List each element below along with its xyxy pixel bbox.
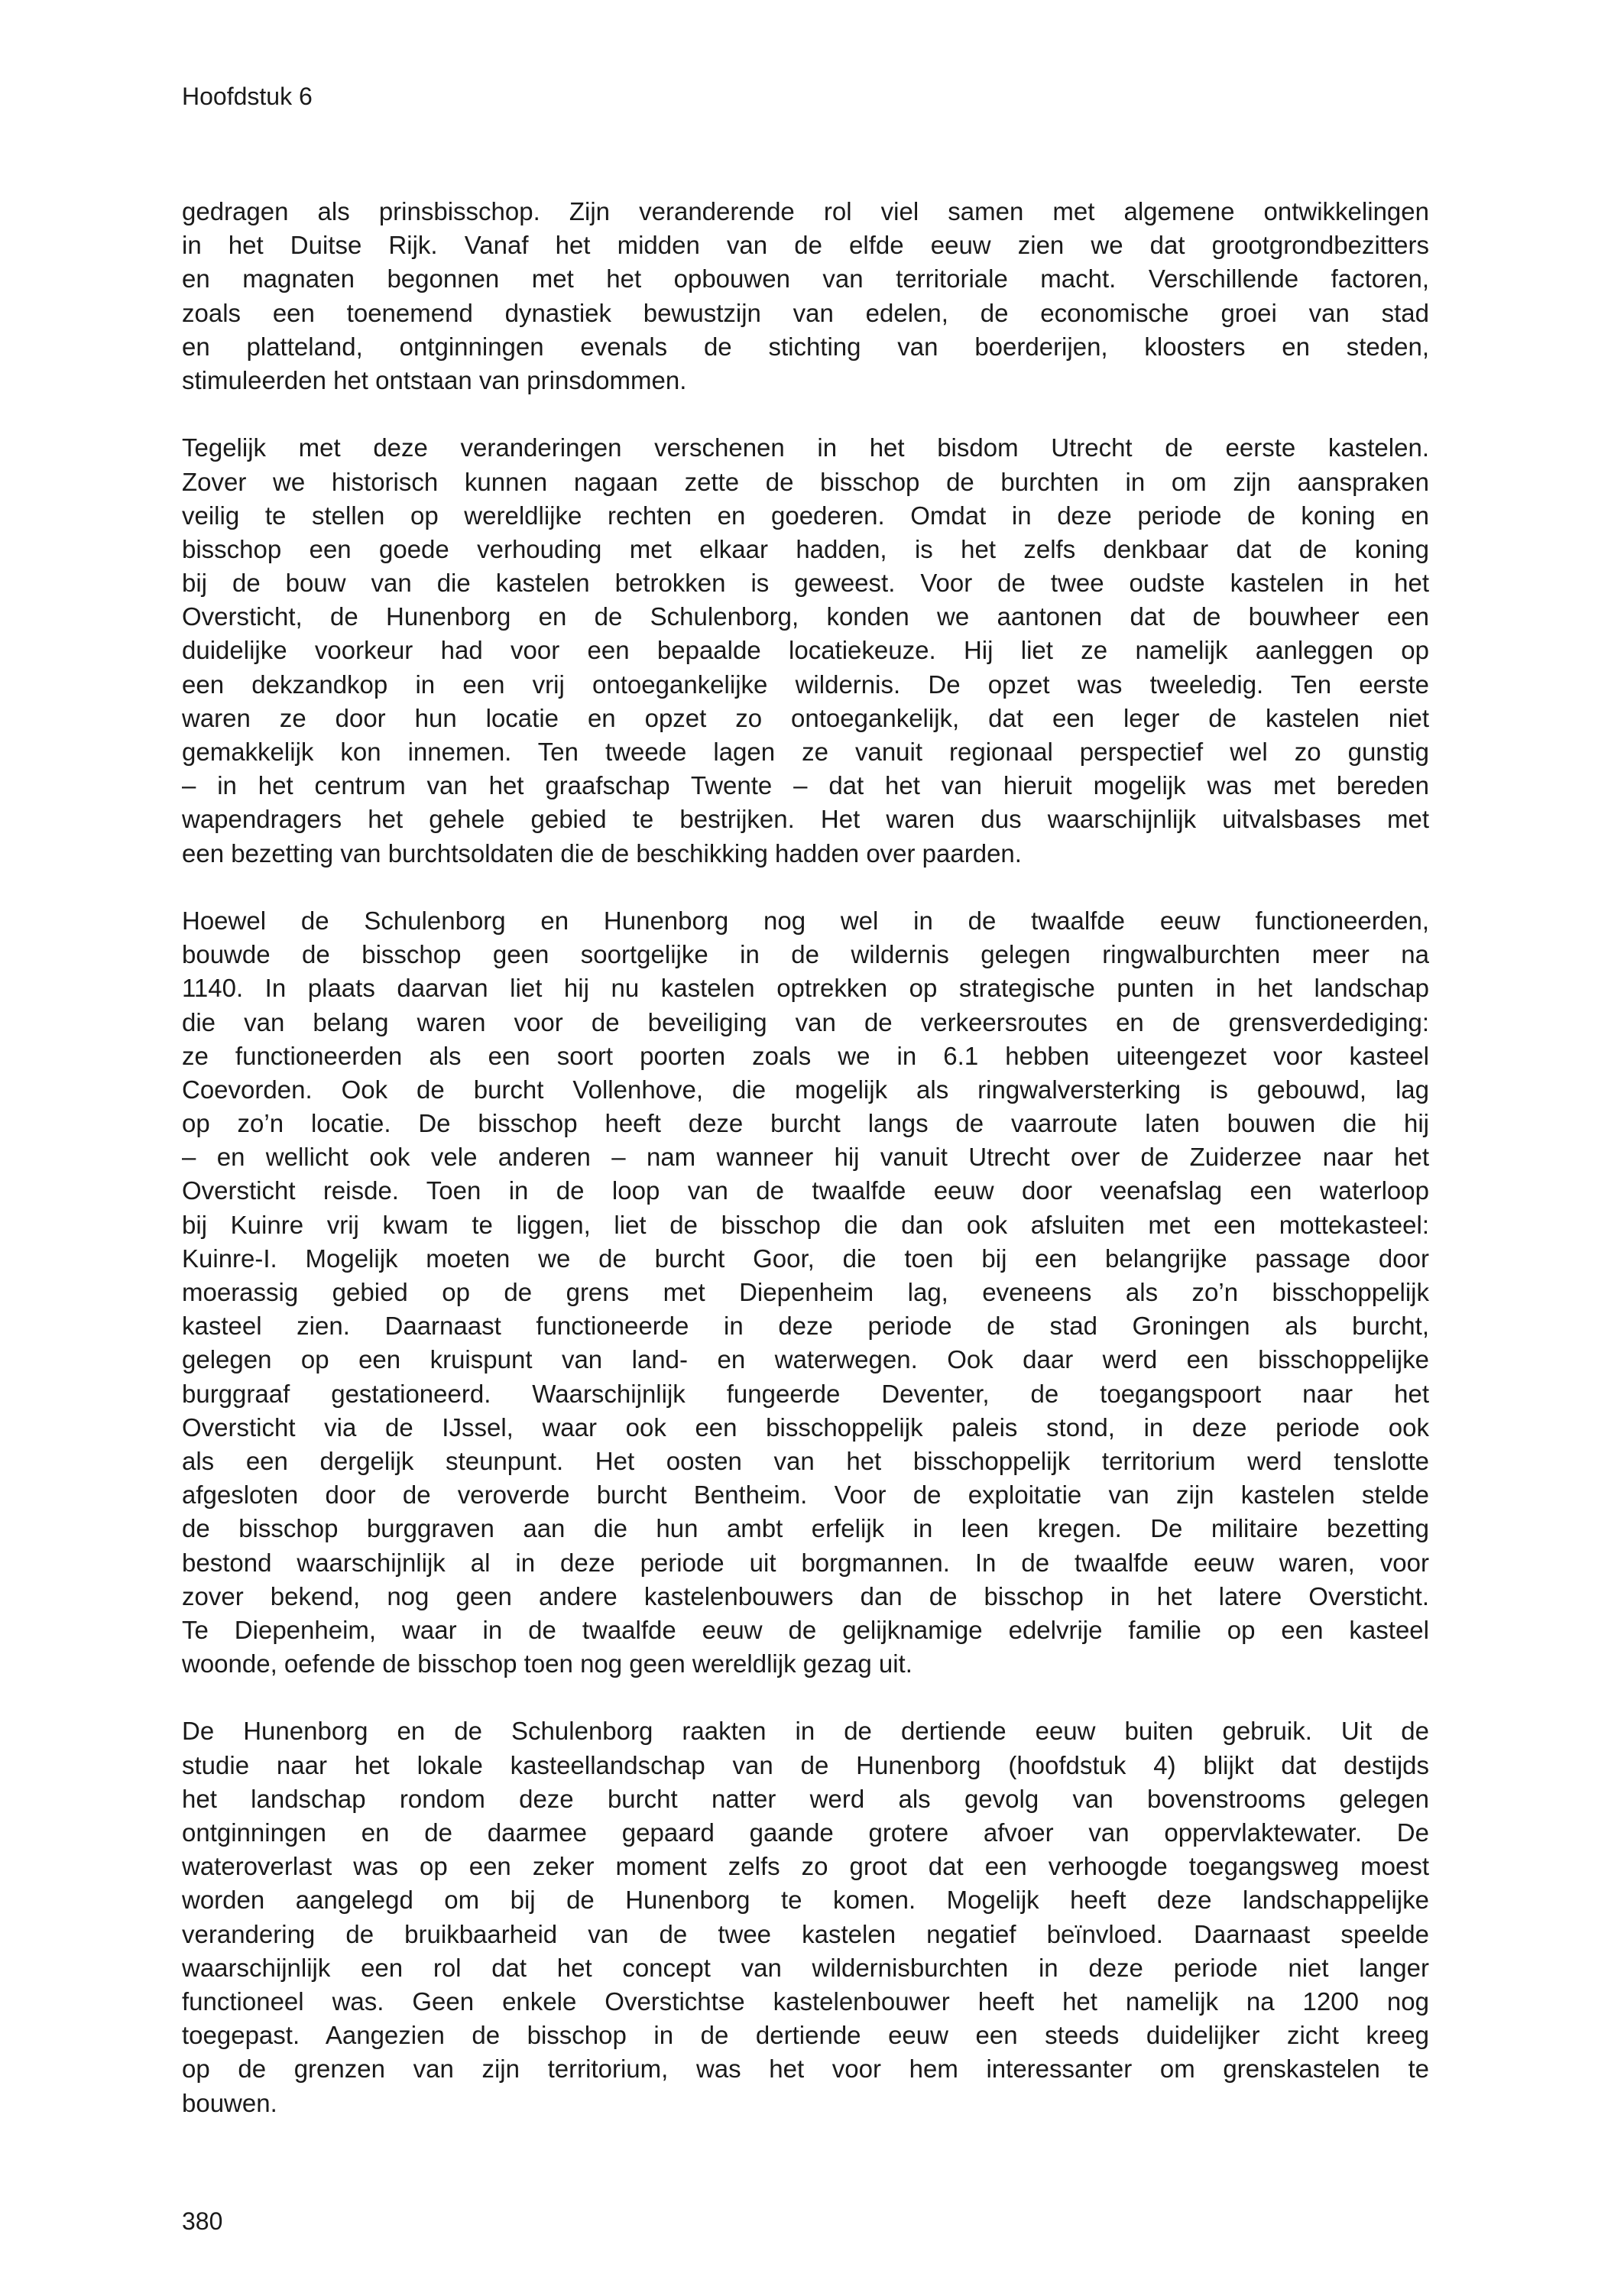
text-line: zoals een toenemend dynastiek bewustzijn van edelen, de economische groei van stad [182,298,1429,327]
text-line: Oversticht via de IJssel, waar ook een bisschoppelijk paleis stond, in deze periode ook [182,1412,1429,1442]
text-line: – en wellicht ook vele anderen – nam wanneer hij vanuit Utrecht over de Zuiderzee naar het [182,1143,1429,1172]
text-line: verandering de bruikbaarheid van de twee kastelen negatief beïnvloed. Daarnaast speelde [182,1919,1429,1948]
text-line: Tegelijk met deze veranderingen verschenen in het bisdom Utrecht de eerste kastelen. [182,433,1429,462]
text-line: zover bekend, nog geen andere kastelenbouwers dan de bisschop in het latere Oversticht. [182,1581,1429,1610]
text-line: in het Duitse Rijk. Vanaf het midden van de elfde eeuw zien we dat grootgrondbezitters [182,231,1429,260]
text-line: De Hunenborg en de Schulenborg raakten in de dertiende eeuw buiten gebruik. Uit de [182,1717,1429,1746]
text-line: kasteel zien. Daarnaast functioneerde in deze periode de stad Groningen als burcht, [182,1312,1429,1341]
text-line: worden aangelegd om bij de Hunenborg te komen. Mogelijk heeft deze landschappelijke [182,1886,1429,1915]
text-line: Hoewel de Schulenborg en Hunenborg nog wel in de twaalfde eeuw functioneerden, [182,906,1429,935]
paragraph [182,904,1429,1681]
text-line: burggraaf gestationeerd. Waarschijnlijk fungeerde Deventer, de toegangspoort naar het [182,1379,1429,1408]
text-line: Oversticht, de Hunenborg en de Schulenborg, konden we aantonen dat de bouwheer een [182,602,1429,631]
text-line: duidelijke voorkeur had voor een bepaalde locatiekeuze. Hij liet ze namelijk aanleggen op [182,636,1429,665]
text-line: wateroverlast was op een zeker moment zelfs zo groot dat een verhoogde toegangsweg moest [182,1852,1429,1881]
text-line: bij de bouw van die kastelen betrokken is geweest. Voor de twee oudste kastelen in het [182,569,1429,598]
text-line: en magnaten begonnen met het opbouwen van territoriale macht. Verschillende factoren, [182,264,1429,294]
text-line: moerassig gebied op de grens met Diepenheim lag, eveneens als zo’n bisschoppelijk [182,1278,1429,1306]
paragraph [182,431,1429,870]
text-line: gemakkelijk kon innemen. Ten tweede lagen ze vanuit regionaal perspectief wel zo gunstig [182,738,1429,766]
text-line: bestond waarschijnlijk al in deze periode uit borgmannen. In de twaalfde eeuw waren, voor [182,1548,1429,1577]
text-line: een dekzandkop in een vrij ontoegankelijke wildernis. De opzet was tweeledig. Ten eerste [182,670,1429,699]
text-line: 1140. In plaats daarvan liet hij nu kastelen optrekken op strategische punten in het landschap [182,974,1429,1003]
text-line: toegepast. Aangezien de bisschop in de dertiende eeuw een steeds duidelijker zicht kreeg [182,2021,1429,2050]
text-line: Oversticht reisde. Toen in de loop van de twaalfde eeuw door veenafslag een waterloop [182,1176,1429,1205]
text-line: die van belang waren voor de beveiliging van de verkeersroutes en de grensverdediging: [182,1007,1429,1036]
text-line: ze functioneerden als een soort poorten zoals we in 6.1 hebben uiteengezet voor kasteel [182,1041,1429,1070]
text-line: veilig te stellen op wereldlijke rechten en goederen. Omdat in deze periode de koning en [182,501,1429,530]
text-line: wapendragers het gehele gebied te bestrijken. Het waren dus waarschijnlijk uitvalsbases met [182,805,1429,834]
text-line: functioneel was. Geen enkele Overstichtse kastelenbouwer heeft het namelijk na 1200 nog [182,1987,1429,2016]
text-line: Te Diepenheim, waar in de twaalfde eeuw de gelijknamige edelvrije familie op een kasteel [182,1615,1429,1644]
text-line: op de grenzen van zijn territorium, was het voor hem interessanter om grenskastelen te [182,2055,1429,2084]
text-line: en platteland, ontginningen evenals de stichting van boerderijen, kloosters en steden, [182,332,1429,361]
text-line: stimuleerden het ontstaan van prinsdommen. [182,365,687,394]
text-line: Coevorden. Ook de burcht Vollenhove, die mogelijk als ringwalversterking is gebouwd, lag [182,1075,1429,1104]
text-line: – in het centrum van het graafschap Twente – dat het van hieruit mogelijk was met bereden [182,771,1429,800]
text-line: waren ze door hun locatie en opzet zo ontoegankelijk, dat een leger de kastelen niet [182,703,1429,732]
text-line: op zo’n locatie. De bisschop heeft deze burcht langs de vaarroute laten bouwen die hij [182,1109,1429,1138]
text-line: het landschap rondom deze burcht natter werd als gevolg van bovenstrooms gelegen [182,1784,1429,1813]
text-line: bij Kuinre vrij kwam te liggen, liet de bisschop die dan ook afsluiten met een mottekasteel: [182,1210,1429,1239]
text-line: Zover we historisch kunnen nagaan zette de bisschop de burchten in om zijn aanspraken [182,467,1429,496]
body-text [182,195,1429,2154]
text-line: gelegen op een kruispunt van land- en waterwegen. Ook daar werd een bisschoppelijke [182,1345,1429,1374]
paragraph [182,1714,1429,2119]
text-line: de bisschop burggraven aan die hun ambt erfelijk in leen kregen. De militaire bezetting [182,1514,1429,1543]
text-line: een bezetting van burchtsoldaten die de beschikking hadden over paarden. [182,838,1022,868]
text-line: Kuinre-I. Mogelijk moeten we de burcht Goor, die toen bij een belangrijke passage door [182,1244,1429,1273]
running-head: Hoofdstuk 6 [182,83,313,110]
text-line: gedragen als prinsbisschop. Zijn veranderende rol viel samen met algemene ontwikkelingen [182,197,1429,225]
text-line: afgesloten door de veroverde burcht Bentheim. Voor de exploitatie van zijn kastelen stelde [182,1481,1429,1510]
text-line: bouwen. [182,2088,277,2117]
text-line: studie naar het lokale kasteellandschap van de Hunenborg (hoofdstuk 4) blijkt dat destijds [182,1750,1429,1779]
text-line: woonde, oefende de bisschop toen nog geen wereldlijk gezag uit. [182,1649,912,1678]
text-line: bisschop een goede verhouding met elkaar hadden, is het zelfs denkbaar dat de koning [182,534,1429,563]
text-line: waarschijnlijk een rol dat het concept van wildernisburchten in deze periode niet langer [182,1953,1429,1982]
paragraph [182,195,1429,397]
text-line: als een dergelijk steunpunt. Het oosten van het bisschoppelijk territorium werd tenslotte [182,1446,1429,1475]
text-line: ontginningen en de daarmee gepaard gaande grotere afvoer van oppervlaktewater. De [182,1818,1429,1847]
page-number: 380 [182,2207,223,2235]
text-line: bouwde de bisschop geen soortgelijke in de wildernis gelegen ringwalburchten meer na [182,940,1429,969]
